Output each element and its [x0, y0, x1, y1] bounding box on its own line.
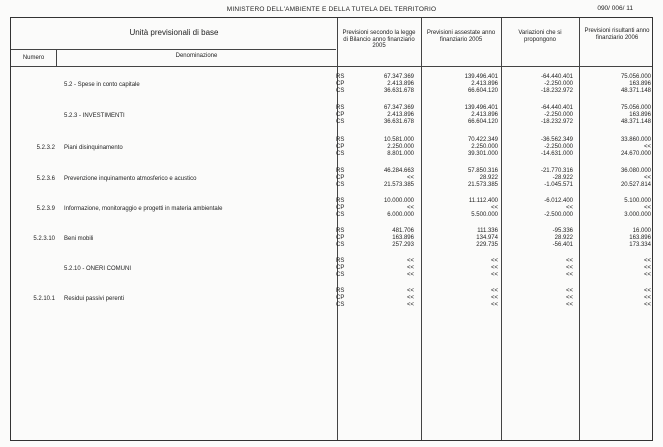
cell-assestate: << — [490, 295, 498, 302]
cell-assestate: 2.250.000 — [471, 144, 498, 151]
cell-variazioni: << — [565, 205, 573, 212]
cell-variazioni: -2.250.000 — [544, 112, 573, 119]
cell-variazioni: 28.922 — [554, 235, 573, 242]
row-description: Prevenzione inquinamento atmosferico e acustico — [64, 176, 197, 182]
row-code: 5.2.3.10 — [33, 236, 55, 242]
cell-variazioni: -28.922 — [552, 175, 573, 182]
row-code: 5.2.3.6 — [36, 176, 55, 182]
cell-variazioni: -2.500.000 — [544, 212, 573, 219]
cell-variazioni: -64.440.401 — [540, 105, 573, 111]
cell-variazioni: -1.045.571 — [544, 182, 573, 189]
row-type: CS — [336, 182, 345, 189]
row-description: Piani disinquinamento — [64, 145, 123, 151]
row-description: Beni mobili — [64, 236, 94, 242]
row-type: CP — [336, 175, 345, 182]
cell-assestate: 70.422.349 — [467, 137, 498, 143]
header-split-line — [11, 49, 336, 50]
cell-legge-bilancio: << — [406, 205, 414, 212]
cell-risultanti: 163.896 — [629, 112, 651, 119]
cell-assestate: 139.496.401 — [464, 105, 498, 111]
cell-legge-bilancio: << — [406, 258, 414, 264]
cell-legge-bilancio: 10.000.000 — [383, 198, 414, 204]
cell-assestate: 66.604.120 — [467, 88, 498, 95]
cell-risultanti: 163.896 — [629, 81, 651, 88]
cell-legge-bilancio: 2.413.896 — [387, 81, 414, 88]
cell-variazioni: -6.012.400 — [544, 198, 573, 204]
row-code: 5.2.3.2 — [36, 145, 55, 151]
row-description: Informazione, monitoraggio e progetti in materia ambientale — [64, 206, 223, 212]
row-type: CP — [336, 144, 345, 151]
cell-legge-bilancio: 2.250.000 — [387, 144, 414, 151]
cell-risultanti: 3.000.000 — [624, 212, 651, 219]
cell-variazioni: << — [565, 302, 573, 309]
cell-legge-bilancio: 36.631.678 — [383, 88, 414, 95]
cell-variazioni: << — [565, 288, 573, 294]
row-type: RS — [336, 198, 345, 204]
row-type: CP — [336, 112, 345, 119]
row-type: CS — [336, 212, 345, 219]
cell-legge-bilancio: 67.347.369 — [383, 105, 414, 111]
cell-risultanti: 173.334 — [629, 242, 651, 249]
row-type: CS — [336, 302, 345, 309]
cell-risultanti: << — [643, 258, 651, 264]
header-col1: Previsioni secondo la legge di Bilancio anno finanziario 2005 — [342, 30, 416, 50]
cell-variazioni: << — [565, 295, 573, 302]
row-type: CS — [336, 242, 345, 249]
col-divider — [421, 18, 422, 440]
header-col2: Previsioni assestate anno finanziario 2005 — [426, 30, 496, 43]
cell-risultanti: 16.000 — [632, 228, 651, 234]
row-type: CP — [336, 81, 345, 88]
cell-risultanti: << — [643, 272, 651, 279]
row-type: RS — [336, 105, 345, 111]
row-description: 5.2.3 - INVESTIMENTI — [64, 113, 125, 119]
cell-legge-bilancio: << — [406, 272, 414, 279]
cell-risultanti: 75.056.000 — [620, 74, 651, 80]
cell-variazioni: -64.440.401 — [540, 74, 573, 80]
header-col3: Variazioni che si propongono — [518, 30, 562, 43]
cell-assestate: << — [490, 272, 498, 279]
cell-legge-bilancio: << — [406, 302, 414, 309]
cell-assestate: << — [490, 205, 498, 212]
cell-legge-bilancio: 67.347.369 — [383, 74, 414, 80]
col-divider — [501, 18, 502, 440]
cell-risultanti: 5.100.000 — [624, 198, 651, 204]
header-bottom-line — [11, 66, 652, 67]
cell-variazioni: -18.232.972 — [540, 88, 573, 95]
page-number: 090/ 006/ 11 — [597, 5, 633, 12]
cell-legge-bilancio: 21.573.385 — [383, 182, 414, 189]
row-type: RS — [336, 137, 345, 143]
cell-legge-bilancio: 257.293 — [392, 242, 414, 249]
row-type: CP — [336, 265, 345, 272]
cell-assestate: 66.604.120 — [467, 119, 498, 126]
cell-assestate: 21.573.385 — [467, 182, 498, 189]
row-code: 5.2.3.9 — [36, 206, 55, 212]
header-denominazione: Denominazione — [175, 53, 218, 59]
cell-risultanti: << — [643, 175, 651, 182]
cell-assestate: 2.413.896 — [471, 81, 498, 88]
cell-legge-bilancio: 36.631.678 — [383, 119, 414, 126]
cell-variazioni: -21.770.316 — [540, 168, 573, 174]
row-description: 5.2 - Spese in conto capitale — [64, 82, 140, 88]
cell-risultanti: 48.371.148 — [620, 119, 651, 126]
row-description: 5.2.10 - ONERI COMUNI — [64, 266, 132, 272]
cell-risultanti: 20.527.814 — [620, 182, 651, 189]
cell-risultanti: << — [643, 288, 651, 294]
col-divider — [579, 18, 580, 440]
cell-assestate: << — [490, 302, 498, 309]
cell-risultanti: << — [643, 144, 651, 151]
row-type: RS — [336, 228, 345, 234]
cell-risultanti: << — [643, 205, 651, 212]
cell-assestate: 28.922 — [479, 175, 498, 182]
cell-assestate: 229.735 — [476, 242, 498, 249]
cell-assestate: 11.112.400 — [468, 198, 498, 204]
cell-variazioni: -14.631.000 — [540, 151, 573, 158]
cell-risultanti: << — [643, 295, 651, 302]
cell-legge-bilancio: 163.896 — [392, 235, 414, 242]
cell-legge-bilancio: 2.413.896 — [387, 112, 414, 119]
row-type: RS — [336, 258, 345, 264]
cell-risultanti: 33.860.000 — [620, 137, 651, 143]
row-type: RS — [336, 288, 345, 294]
cell-variazioni: -2.250.000 — [544, 144, 573, 151]
cell-legge-bilancio: << — [406, 288, 414, 294]
cell-variazioni: -18.232.972 — [540, 119, 573, 126]
cell-risultanti: 48.371.148 — [620, 88, 651, 95]
cell-variazioni: -56.401 — [552, 242, 573, 249]
cell-risultanti: << — [643, 265, 651, 272]
row-type: CS — [336, 272, 345, 279]
row-type: RS — [336, 74, 345, 80]
header-numero: Numero — [22, 55, 45, 61]
row-type: CS — [336, 151, 345, 158]
row-type: CP — [336, 235, 345, 242]
document-title: MINISTERO DELL'AMBIENTE E DELLA TUTELA DEL TERRITORIO — [226, 6, 437, 13]
row-code: 5.2.10.1 — [33, 296, 55, 302]
cell-risultanti: << — [643, 302, 651, 309]
cell-legge-bilancio: << — [406, 295, 414, 302]
cell-legge-bilancio: 6.000.000 — [387, 212, 414, 219]
cell-variazioni: -95.336 — [552, 228, 573, 234]
cell-risultanti: 36.080.000 — [620, 168, 651, 174]
cell-legge-bilancio: 481.706 — [392, 228, 414, 234]
cell-assestate: 5.500.000 — [471, 212, 498, 219]
cell-assestate: 57.850.316 — [467, 168, 498, 174]
row-type: CS — [336, 88, 345, 95]
cell-legge-bilancio: 8.801.000 — [387, 151, 414, 158]
cell-assestate: << — [490, 288, 498, 294]
cell-legge-bilancio: 46.284.663 — [383, 168, 414, 174]
row-type: CP — [336, 205, 345, 212]
cell-assestate: 39.301.000 — [467, 151, 498, 158]
budget-table — [10, 17, 653, 441]
cell-variazioni: << — [565, 272, 573, 279]
cell-legge-bilancio: 10.581.000 — [383, 137, 414, 143]
cell-assestate: 2.413.896 — [471, 112, 498, 119]
cell-risultanti: 24.670.000 — [620, 151, 651, 158]
row-type: CP — [336, 295, 345, 302]
row-type: CS — [336, 119, 345, 126]
row-type: RS — [336, 168, 345, 174]
cell-assestate: 134.974 — [476, 235, 498, 242]
cell-assestate: << — [490, 265, 498, 272]
cell-risultanti: 163.896 — [629, 235, 651, 242]
cell-legge-bilancio: << — [406, 265, 414, 272]
cell-assestate: << — [490, 258, 498, 264]
cell-variazioni: -36.562.349 — [540, 137, 573, 143]
header-col4: Previsioni risultanti anno finanziario 2006 — [584, 28, 650, 41]
group-header: Unità previsionali di base — [129, 28, 219, 37]
cell-assestate: 111.336 — [477, 228, 498, 234]
cell-variazioni: -2.250.000 — [544, 81, 573, 88]
row-description: Residui passivi perenti — [64, 296, 125, 302]
cell-legge-bilancio: << — [406, 175, 414, 182]
cell-variazioni: << — [565, 258, 573, 264]
cell-assestate: 139.496.401 — [464, 74, 498, 80]
cell-variazioni: << — [565, 265, 573, 272]
cell-risultanti: 75.056.000 — [620, 105, 651, 111]
